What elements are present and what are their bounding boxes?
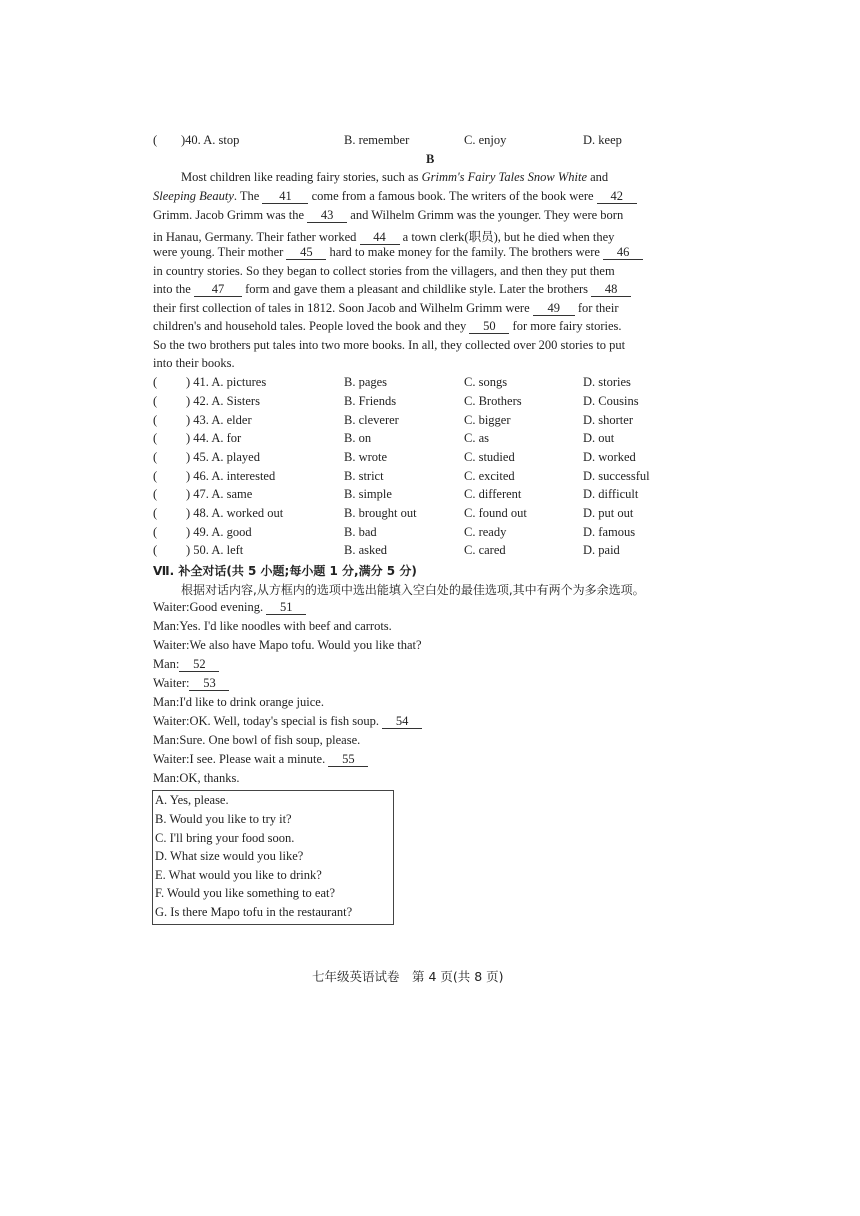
dialogue-line — [153, 752, 368, 767]
passage-text: for more fairy stories. — [509, 319, 622, 333]
option-a[interactable]: ) 48. A. worked out — [186, 506, 284, 520]
option-c[interactable]: C. bigger — [464, 413, 511, 427]
option-a[interactable]: ) 46. A. interested — [186, 469, 276, 483]
option-d[interactable]: D. worked — [583, 450, 636, 464]
option-b[interactable]: B. bad — [344, 525, 377, 539]
option-c[interactable]: C. excited — [464, 469, 515, 483]
choice-item[interactable]: A. Yes, please. — [155, 793, 229, 807]
blank-44[interactable]: 44 — [360, 230, 400, 245]
choice-item[interactable]: D. What size would you like? — [155, 849, 304, 863]
passage-text: . The — [233, 189, 263, 203]
passage-line: So the two brothers put tales into two more books. In all, they collected over 200 stories to put — [153, 338, 626, 352]
option-c[interactable]: C. as — [464, 431, 489, 445]
option-row — [153, 375, 713, 393]
passage-line — [153, 227, 614, 245]
option-row — [153, 431, 713, 449]
answer-paren: ( — [153, 394, 158, 408]
passage-text: for their — [574, 301, 619, 315]
option-b[interactable]: B. Friends — [344, 394, 397, 408]
option-c[interactable]: C. different — [464, 487, 522, 501]
passage-text: and — [587, 170, 609, 184]
blank-42[interactable]: 42 — [597, 189, 637, 204]
passage-text: a town clerk(职员), but he died when they — [399, 230, 615, 244]
section-b-heading: B — [426, 152, 435, 166]
answer-paren: ( — [153, 133, 158, 147]
option-b[interactable]: B. cleverer — [344, 413, 399, 427]
dialogue-text: Waiter:I see. Please wait a minute. — [153, 752, 326, 766]
answer-paren: ( — [153, 469, 158, 483]
passage-text: were young. Their mother — [153, 245, 287, 259]
passage-line — [153, 208, 623, 223]
passage-line — [153, 319, 622, 334]
option-c[interactable]: C. Brothers — [464, 394, 522, 408]
dialogue-text: Man: — [153, 657, 180, 671]
option-b[interactable]: B. brought out — [344, 506, 417, 520]
passage-text: and Wilhelm Grimm was the younger. They were born — [347, 208, 624, 222]
dialogue-line: Man:I'd like to drink orange juice. — [153, 695, 324, 709]
option-a[interactable]: ) 44. A. for — [186, 431, 242, 445]
dialogue-line — [153, 714, 422, 729]
option-a[interactable]: ) 43. A. elder — [186, 413, 252, 427]
passage-title-italic: Grimm's Fairy Tales Snow White — [421, 170, 587, 184]
choice-item[interactable]: G. Is there Mapo tofu in the restaurant? — [155, 905, 353, 919]
answer-paren: ( — [153, 506, 158, 520]
blank-41[interactable]: 41 — [262, 189, 308, 204]
option-c[interactable]: C. studied — [464, 450, 515, 464]
dialogue-line — [153, 657, 219, 672]
option-a[interactable]: ) 41. A. pictures — [186, 375, 267, 389]
passage-text: children's and household tales. People loved the book and they — [153, 319, 470, 333]
option-d[interactable]: D. put out — [583, 506, 634, 520]
blank-53[interactable]: 53 — [189, 676, 229, 691]
passage-text: their first collection of tales in 1812. Soon Jacob and Wilhelm Grimm were — [153, 301, 533, 315]
dialogue-line: Man:Yes. I'd like noodles with beef and carrots. — [153, 619, 392, 633]
choices-box — [152, 790, 394, 925]
blank-43[interactable]: 43 — [307, 208, 347, 223]
option-c[interactable]: C. cared — [464, 543, 506, 557]
dialogue-text: Waiter:Good evening. — [153, 600, 264, 614]
blank-55[interactable]: 55 — [328, 752, 368, 767]
passage-line: into their books. — [153, 356, 235, 370]
option-b[interactable]: B. simple — [344, 487, 392, 501]
option-a[interactable]: ) 50. A. left — [186, 543, 244, 557]
option-b[interactable]: B. strict — [344, 469, 384, 483]
option-row — [153, 487, 713, 505]
dialogue-line: Man:Sure. One bowl of fish soup, please. — [153, 733, 361, 747]
option-b[interactable]: B. asked — [344, 543, 388, 557]
passage-line — [153, 301, 618, 316]
question-40-option-b: B. remember — [344, 133, 410, 147]
option-b[interactable]: B. on — [344, 431, 372, 445]
passage-line — [153, 189, 637, 204]
passage-text: Most children like reading fairy stories, such as — [181, 170, 422, 184]
passage-text: into the — [153, 282, 194, 296]
section-vii-instruction: 根据对话内容,从方框内的选项中选出能填入空白处的最佳选项,其中有两个为多余选项。 — [181, 583, 645, 597]
option-a[interactable]: ) 47. A. same — [186, 487, 253, 501]
option-d[interactable]: D. famous — [583, 525, 636, 539]
blank-47[interactable]: 47 — [194, 282, 242, 297]
option-row — [153, 543, 713, 561]
answer-paren: ( — [153, 543, 158, 557]
answer-paren: ( — [153, 450, 158, 464]
blank-48[interactable]: 48 — [591, 282, 631, 297]
option-c[interactable]: C. ready — [464, 525, 507, 539]
option-c[interactable]: C. found out — [464, 506, 527, 520]
dialogue-line: Man:OK, thanks. — [153, 771, 240, 785]
option-a[interactable]: ) 49. A. good — [186, 525, 252, 539]
option-a[interactable]: ) 45. A. played — [186, 450, 260, 464]
option-d[interactable]: D. shorter — [583, 413, 633, 427]
blank-54[interactable]: 54 — [382, 714, 422, 729]
page-footer: 七年级英语试卷 第 4 页(共 8 页) — [312, 969, 504, 984]
passage-title-italic: Sleeping Beauty — [153, 189, 234, 203]
answer-paren: ( — [153, 431, 158, 445]
choice-item[interactable]: F. Would you like something to eat? — [155, 886, 336, 900]
option-row — [153, 394, 713, 412]
option-b[interactable]: B. pages — [344, 375, 388, 389]
blank-50[interactable]: 50 — [469, 319, 509, 334]
option-d[interactable]: D. stories — [583, 375, 631, 389]
blank-45[interactable]: 45 — [286, 245, 326, 260]
answer-paren: ( — [153, 487, 158, 501]
dialogue-text: Waiter:OK. Well, today's special is fish soup. — [153, 714, 380, 728]
answer-paren: ( — [153, 375, 158, 389]
question-40-option-a: )40. A. stop — [181, 133, 240, 147]
option-a[interactable]: ) 42. A. Sisters — [186, 394, 260, 408]
dialogue-line: Waiter:We also have Mapo tofu. Would you like that? — [153, 638, 422, 652]
choice-item[interactable]: C. I'll bring your food soon. — [155, 831, 295, 845]
blank-46[interactable]: 46 — [603, 245, 643, 260]
dialogue-line — [153, 600, 306, 615]
choice-item[interactable]: B. Would you like to try it? — [155, 812, 292, 826]
passage-line — [181, 170, 608, 185]
passage-text: Grimm. Jacob Grimm was the — [153, 208, 308, 222]
passage-line: in country stories. So they began to collect stories from the villagers, and then they put them — [153, 264, 615, 278]
option-d[interactable]: D. paid — [583, 543, 620, 557]
choice-item[interactable]: E. What would you like to drink? — [155, 868, 322, 882]
question-40-option-d: D. keep — [583, 133, 622, 147]
option-b[interactable]: B. wrote — [344, 450, 388, 464]
option-d[interactable]: D. out — [583, 431, 615, 445]
passage-text: come from a famous book. The writers of the book were — [308, 189, 597, 203]
blank-49[interactable]: 49 — [533, 301, 575, 316]
option-row — [153, 450, 713, 468]
dialogue-text: Waiter: — [153, 676, 190, 690]
option-row — [153, 469, 713, 487]
answer-paren: ( — [153, 413, 158, 427]
blank-51[interactable]: 51 — [266, 600, 306, 615]
question-40-option-c: C. enjoy — [464, 133, 507, 147]
passage-text: hard to make money for the family. The brothers were — [326, 245, 604, 259]
option-d[interactable]: D. difficult — [583, 487, 639, 501]
answer-paren: ( — [153, 525, 158, 539]
option-row — [153, 506, 713, 524]
passage-text: form and gave them a pleasant and childlike style. Later the brothers — [241, 282, 592, 296]
option-row — [153, 525, 713, 543]
blank-52[interactable]: 52 — [179, 657, 219, 672]
passage-text: in Hanau, Germany. Their father worked — [153, 230, 360, 244]
dialogue-line — [153, 676, 229, 691]
option-c[interactable]: C. songs — [464, 375, 508, 389]
section-vii-title: Ⅶ. 补全对话(共 5 小题;每小题 1 分,满分 5 分) — [153, 564, 417, 578]
option-row — [153, 413, 713, 431]
option-d[interactable]: D. Cousins — [583, 394, 639, 408]
passage-line — [153, 245, 643, 260]
option-d[interactable]: D. successful — [583, 469, 650, 483]
question-40-row — [153, 133, 713, 151]
passage-line — [153, 282, 631, 297]
